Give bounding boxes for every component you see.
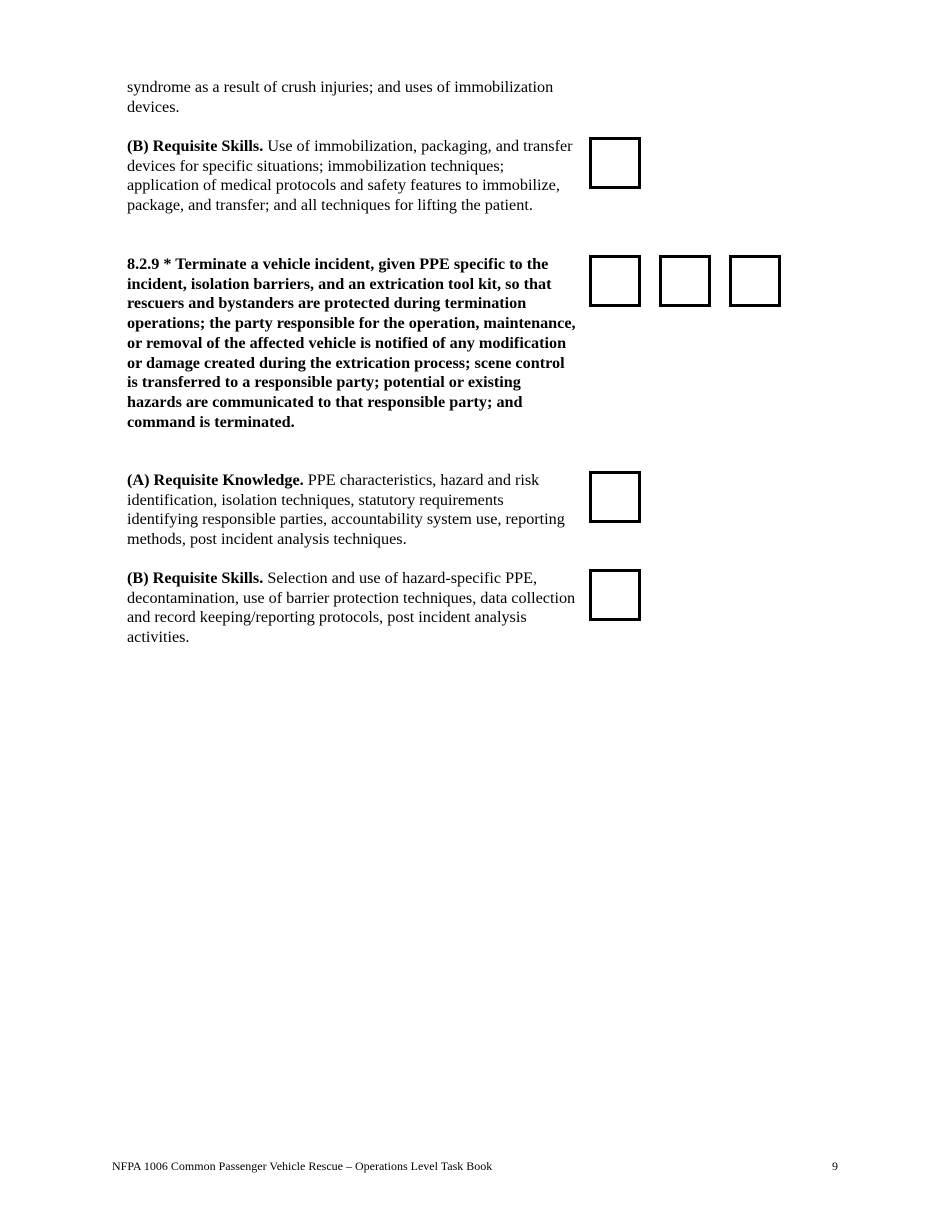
signoff-checkbox-jpr-1[interactable] <box>589 255 641 307</box>
signoff-checkbox-jpr-3[interactable] <box>729 255 781 307</box>
jpr-8-2-9-paragraph <box>127 255 577 432</box>
requisite-knowledge-heading: (A) Requisite Knowledge. <box>127 471 304 489</box>
continuation-text: syndrome as a result of crush injuries; and uses of immobilization devices. <box>127 78 554 116</box>
requisite-skills-paragraph-2 <box>127 569 577 648</box>
requisite-skills-text-1: Use of immobilization, packaging, and transfer devices for specific situations; immobilization techniques; application of medical protocols and safety features to immobilize, package, and transfer; and all techniques for lifting the patient. <box>127 137 573 215</box>
page-number: 9 <box>832 1159 838 1173</box>
requisite-skills-text-2: Selection and use of hazard-specific PPE, decontamination, use of barrier protection techniques, data collection and record keeping/reporting protocols, post incident analysis activities. <box>127 569 576 647</box>
requisite-skills-paragraph-1 <box>127 137 577 216</box>
continuation-paragraph <box>127 78 577 117</box>
requisite-knowledge-paragraph <box>127 471 577 550</box>
footer-title: NFPA 1006 Common Passenger Vehicle Rescue – Operations Level Task Book <box>112 1159 493 1173</box>
signoff-checkbox-knowledge[interactable] <box>589 471 641 523</box>
requisite-knowledge-text: PPE characteristics, hazard and risk identification, isolation techniques, statutory requirements identifying responsible parties, accountability system use, reporting methods, post incident analysis techniques. <box>127 471 565 549</box>
signoff-checkbox-skills-2[interactable] <box>589 569 641 621</box>
requisite-skills-heading-2: (B) Requisite Skills. <box>127 569 264 587</box>
signoff-checkbox-jpr-2[interactable] <box>659 255 711 307</box>
requisite-skills-heading-1: (B) Requisite Skills. <box>127 137 264 155</box>
jpr-8-2-9-text: 8.2.9 * Terminate a vehicle incident, given PPE specific to the incident, isolation barriers, and an extrication tool kit, so that rescuers and bystanders are protected during termination operations; the party responsible for the operation, maintenance, or removal of the affected vehicle is notified of any modification or damage created during the extrication process; scene control is transferred to a responsible party; potential or existing hazards are communicated to that responsible party; and command is terminated. <box>127 255 576 431</box>
signoff-checkbox-skills-1[interactable] <box>589 137 641 189</box>
